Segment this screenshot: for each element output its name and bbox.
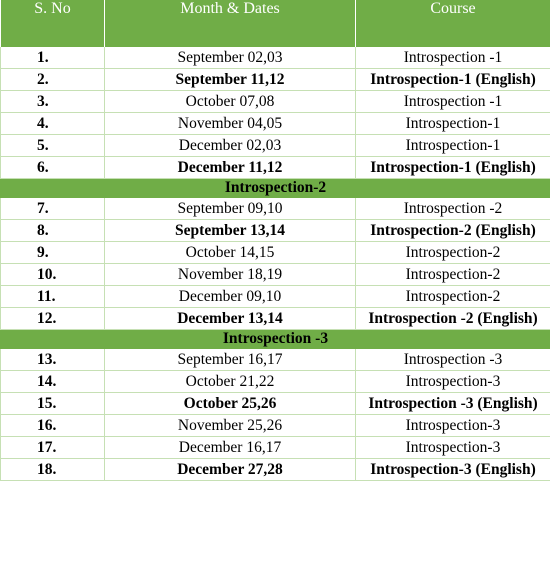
section-title: Introspection-2 bbox=[1, 179, 550, 198]
month-dates-cell: October 14,15 bbox=[105, 242, 356, 264]
month-dates-cell: November 25,26 bbox=[105, 415, 356, 437]
course-cell: Introspection -2 bbox=[356, 198, 550, 220]
course-cell: Introspection-1 (English) bbox=[356, 157, 550, 179]
serial-number-cell: 13. bbox=[1, 349, 105, 371]
serial-number-cell: 16. bbox=[1, 415, 105, 437]
course-cell: Introspection-3 bbox=[356, 437, 550, 459]
serial-number-cell: 11. bbox=[1, 286, 105, 308]
section-header-row bbox=[1, 330, 550, 349]
month-dates-cell: December 09,10 bbox=[105, 286, 356, 308]
table-row bbox=[1, 264, 550, 286]
serial-number-cell: 17. bbox=[1, 437, 105, 459]
serial-number-cell: 2. bbox=[1, 69, 105, 91]
month-dates-cell: December 16,17 bbox=[105, 437, 356, 459]
table-row bbox=[1, 220, 550, 242]
month-dates-cell: December 27,28 bbox=[105, 459, 356, 481]
course-cell: Introspection-1 bbox=[356, 135, 550, 157]
serial-number-cell: 9. bbox=[1, 242, 105, 264]
course-cell: Introspection -2 (English) bbox=[356, 308, 550, 330]
table-row bbox=[1, 437, 550, 459]
serial-number-cell: 15. bbox=[1, 393, 105, 415]
month-dates-cell: September 13,14 bbox=[105, 220, 356, 242]
month-dates-cell: October 07,08 bbox=[105, 91, 356, 113]
month-dates-cell: December 13,14 bbox=[105, 308, 356, 330]
table-row bbox=[1, 308, 550, 330]
month-dates-cell: October 21,22 bbox=[105, 371, 356, 393]
serial-number-cell: 3. bbox=[1, 91, 105, 113]
month-dates-cell: September 09,10 bbox=[105, 198, 356, 220]
course-cell: Introspection-3 (English) bbox=[356, 459, 550, 481]
header-sno: S. No bbox=[1, 0, 105, 47]
header-course: Course bbox=[356, 0, 550, 47]
course-cell: Introspection-2 (English) bbox=[356, 220, 550, 242]
table-row bbox=[1, 393, 550, 415]
course-cell: Introspection-1 bbox=[356, 113, 550, 135]
course-cell: Introspection-2 bbox=[356, 286, 550, 308]
month-dates-cell: September 02,03 bbox=[105, 47, 356, 69]
serial-number-cell: 12. bbox=[1, 308, 105, 330]
course-cell: Introspection-3 bbox=[356, 371, 550, 393]
serial-number-cell: 5. bbox=[1, 135, 105, 157]
serial-number-cell: 8. bbox=[1, 220, 105, 242]
serial-number-cell: 7. bbox=[1, 198, 105, 220]
table-row bbox=[1, 198, 550, 220]
table-row bbox=[1, 157, 550, 179]
course-cell: Introspection -1 bbox=[356, 91, 550, 113]
month-dates-cell: September 11,12 bbox=[105, 69, 356, 91]
course-cell: Introspection-3 bbox=[356, 415, 550, 437]
serial-number-cell: 6. bbox=[1, 157, 105, 179]
serial-number-cell: 1. bbox=[1, 47, 105, 69]
month-dates-cell: November 04,05 bbox=[105, 113, 356, 135]
section-header-row bbox=[1, 179, 550, 198]
serial-number-cell: 14. bbox=[1, 371, 105, 393]
table-row bbox=[1, 415, 550, 437]
serial-number-cell: 10. bbox=[1, 264, 105, 286]
table-row bbox=[1, 349, 550, 371]
header-row bbox=[1, 0, 550, 47]
month-dates-cell: December 11,12 bbox=[105, 157, 356, 179]
section-title: Introspection -3 bbox=[1, 330, 550, 349]
course-cell: Introspection -3 bbox=[356, 349, 550, 371]
serial-number-cell: 4. bbox=[1, 113, 105, 135]
table-row bbox=[1, 91, 550, 113]
month-dates-cell: September 16,17 bbox=[105, 349, 356, 371]
month-dates-cell: October 25,26 bbox=[105, 393, 356, 415]
course-cell: Introspection-1 (English) bbox=[356, 69, 550, 91]
course-cell: Introspection -1 bbox=[356, 47, 550, 69]
table-row bbox=[1, 113, 550, 135]
table-row bbox=[1, 135, 550, 157]
table-row bbox=[1, 242, 550, 264]
course-cell: Introspection -3 (English) bbox=[356, 393, 550, 415]
table-row bbox=[1, 371, 550, 393]
schedule-body bbox=[1, 47, 550, 481]
course-cell: Introspection-2 bbox=[356, 242, 550, 264]
course-cell: Introspection-2 bbox=[356, 264, 550, 286]
table-row bbox=[1, 47, 550, 69]
serial-number-cell: 18. bbox=[1, 459, 105, 481]
month-dates-cell: November 18,19 bbox=[105, 264, 356, 286]
month-dates-cell: December 02,03 bbox=[105, 135, 356, 157]
table-row bbox=[1, 69, 550, 91]
header-month-dates: Month & Dates bbox=[105, 0, 356, 47]
table-row bbox=[1, 286, 550, 308]
table-row bbox=[1, 459, 550, 481]
